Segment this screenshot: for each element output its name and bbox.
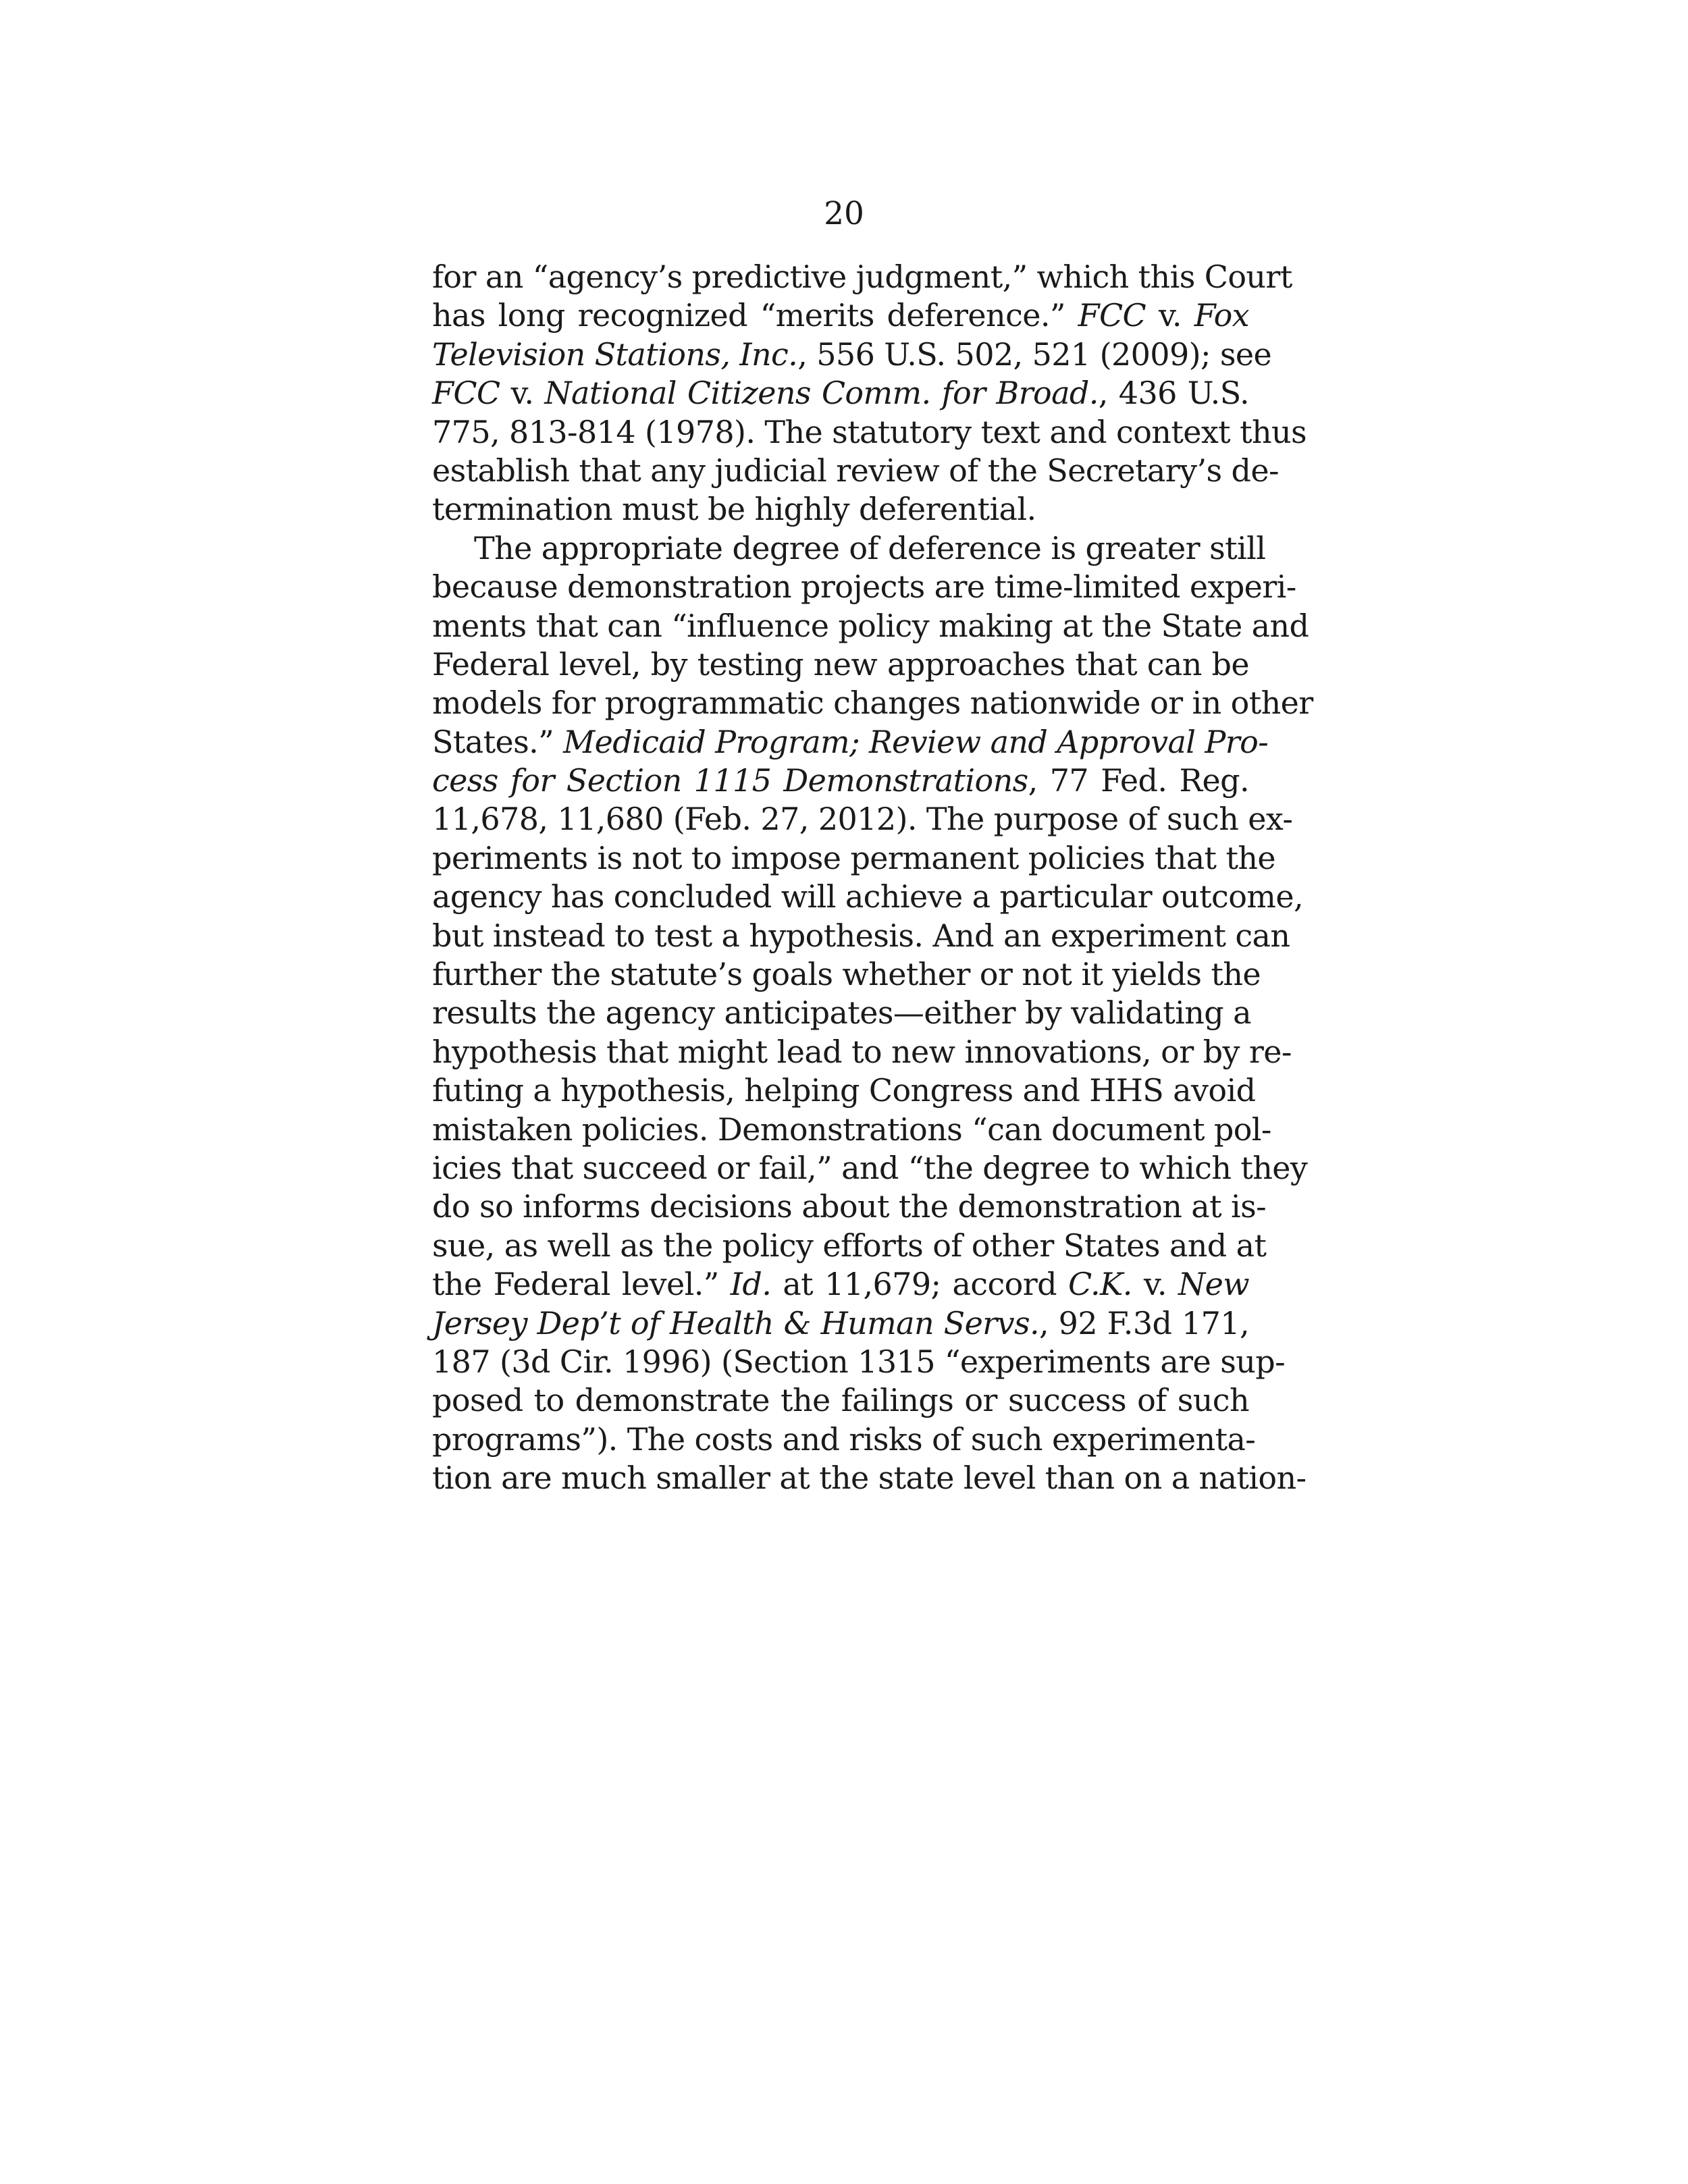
text-segment: do so informs decisions about the demonstration at is- bbox=[432, 1188, 1267, 1225]
text-line bbox=[432, 1381, 1249, 1420]
text-segment: agency has concluded will achieve a particular outcome, bbox=[432, 878, 1303, 915]
text-line bbox=[432, 1071, 1256, 1110]
paragraph-1 bbox=[432, 258, 1307, 529]
text-segment: 187 (3d Cir. 1996) (Section 1315 “experiments are sup- bbox=[432, 1343, 1286, 1380]
text-segment: sue, as well as the policy efforts of other States and at bbox=[432, 1227, 1267, 1264]
text-segment: , 92 F.3d 171, bbox=[1039, 1304, 1249, 1341]
text-segment: v. bbox=[1146, 297, 1194, 334]
text-line bbox=[432, 296, 1249, 335]
text-line bbox=[432, 1420, 1256, 1459]
text-segment: termination must be highly deferential. bbox=[432, 491, 1036, 528]
text-segment: mistaken policies. Demonstrations “can document pol- bbox=[432, 1111, 1271, 1148]
text-segment: States.” bbox=[432, 723, 564, 760]
text-segment: further the statute’s goals whether or not it yields the bbox=[432, 956, 1261, 993]
paragraph-2 bbox=[432, 529, 1313, 1498]
text-line bbox=[432, 336, 1272, 374]
text-segment: the Federal level.” bbox=[432, 1266, 731, 1303]
page-number: 20 bbox=[824, 195, 864, 232]
text-line bbox=[432, 1304, 1249, 1343]
text-segment: at 11,679; accord bbox=[771, 1266, 1069, 1303]
text-line bbox=[432, 1149, 1308, 1188]
text-segment: models for programmatic changes nationwide or in other bbox=[432, 685, 1313, 722]
italic-text: cess for Section 1115 Demonstrations bbox=[432, 762, 1028, 799]
italic-text: National Citizens Comm. for Broad. bbox=[544, 375, 1099, 412]
text-segment: programs”). The costs and risks of such experimenta- bbox=[432, 1420, 1256, 1458]
text-segment: tion are much smaller at the state level than on a nation- bbox=[432, 1460, 1307, 1497]
italic-text: Fox bbox=[1194, 297, 1250, 334]
italic-text: Medicaid Program; Review and Approval Pro- bbox=[563, 723, 1269, 760]
text-segment: , 436 U.S. bbox=[1098, 375, 1249, 412]
text-segment: establish that any judicial review of the Secretary’s de- bbox=[432, 452, 1279, 489]
text-segment: The appropriate degree of deference is greater still bbox=[474, 529, 1266, 566]
text-segment: ments that can “influence policy making at the State and bbox=[432, 607, 1309, 644]
text-segment: but instead to test a hypothesis. And an experiment can bbox=[432, 917, 1290, 954]
text-line bbox=[432, 878, 1303, 916]
text-line bbox=[432, 684, 1313, 722]
text-line bbox=[432, 917, 1290, 955]
italic-text: Television Stations, Inc. bbox=[432, 336, 798, 373]
text-segment: has long recognized “merits deference.” bbox=[432, 297, 1078, 334]
text-segment: periments is not to impose permanent policies that the bbox=[432, 839, 1275, 876]
text-segment: for an “agency’s predictive judgment,” which this Court bbox=[432, 259, 1292, 295]
text-segment: hypothesis that might lead to new innovations, or by re- bbox=[432, 1033, 1292, 1070]
text-line bbox=[432, 1265, 1249, 1304]
text-segment: , 556 U.S. 502, 521 (2009); see bbox=[797, 336, 1272, 373]
italic-text: C.K. bbox=[1068, 1266, 1132, 1303]
text-line bbox=[432, 723, 1269, 762]
text-line bbox=[432, 258, 1292, 296]
text-line bbox=[432, 568, 1296, 606]
italic-text: Jersey Dep’t of Health & Human Servs. bbox=[432, 1304, 1039, 1341]
text-line bbox=[432, 452, 1279, 490]
text-segment: 11,678, 11,680 (Feb. 27, 2012). The purpose of such ex- bbox=[432, 801, 1293, 838]
text-segment: because demonstration projects are time-limited experi- bbox=[432, 568, 1296, 606]
text-line bbox=[432, 1111, 1271, 1149]
text-line bbox=[432, 1188, 1267, 1226]
text-line bbox=[432, 645, 1249, 684]
text-line bbox=[432, 800, 1293, 838]
text-segment: results the agency anticipates—either by validating a bbox=[432, 994, 1251, 1032]
text-line bbox=[432, 374, 1249, 412]
text-line bbox=[432, 839, 1275, 878]
text-line bbox=[432, 1033, 1292, 1071]
italic-text: FCC bbox=[432, 375, 500, 412]
text-line bbox=[432, 490, 1249, 529]
text-line bbox=[432, 1227, 1267, 1265]
text-segment: posed to demonstrate the failings or success of such bbox=[432, 1382, 1249, 1419]
italic-text: FCC bbox=[1078, 297, 1146, 334]
text-segment: icies that succeed or fail,” and “the degree to which they bbox=[432, 1149, 1308, 1186]
body-text bbox=[432, 258, 1313, 1498]
text-line bbox=[432, 1343, 1286, 1381]
text-segment: v. bbox=[1132, 1266, 1178, 1303]
text-line bbox=[432, 1459, 1307, 1497]
text-line bbox=[432, 607, 1309, 645]
text-line bbox=[432, 994, 1249, 1032]
text-segment: futing a hypothesis, helping Congress and HHS avoid bbox=[432, 1072, 1256, 1109]
italic-text: Id. bbox=[730, 1266, 772, 1303]
text-line bbox=[432, 413, 1307, 452]
italic-text: New bbox=[1178, 1266, 1249, 1303]
text-line bbox=[432, 762, 1249, 800]
text-segment: Federal level, by testing new approaches that can be bbox=[432, 645, 1249, 683]
text-line bbox=[432, 955, 1261, 994]
text-segment: v. bbox=[500, 375, 545, 412]
text-segment: 775, 813-814 (1978). The statutory text and context thus bbox=[432, 413, 1307, 450]
text-line bbox=[432, 529, 1266, 568]
text-segment: , 77 Fed. Reg. bbox=[1028, 762, 1249, 799]
